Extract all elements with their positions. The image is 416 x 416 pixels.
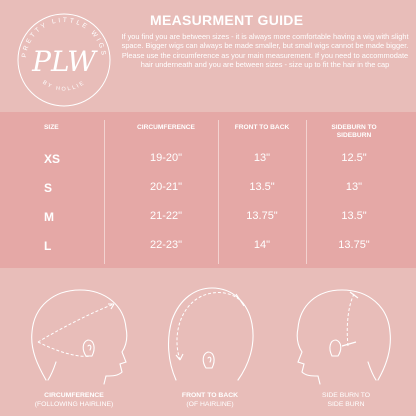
head-front-to-back-icon (150, 276, 270, 386)
row-size: L (44, 239, 52, 253)
row-sideburn: 13.75" (338, 239, 370, 251)
row-size: M (44, 210, 54, 224)
row-size: S (44, 181, 53, 195)
table-divider (218, 120, 219, 264)
logo-ring-icon (12, 8, 116, 112)
row-size: XS (44, 152, 61, 166)
row-circumference: 22-23" (149, 239, 183, 251)
svg-text:BY HOLLIE (41, 80, 86, 93)
row-circumference: 21-22" (149, 210, 183, 222)
header-section (0, 0, 416, 112)
table-divider (306, 120, 307, 264)
logo-ring-bottom-text: BY HOLLIE (41, 79, 87, 93)
caption-front-to-back-title: FRONT TO BACK (181, 392, 239, 399)
row-front-to-back: 13.5" (249, 181, 275, 193)
caption-circumference-sub: (FOLLOWING HAIRLINE) (34, 400, 114, 408)
header-sideburn: SIDEBURN TO SIDEBURN (331, 124, 377, 139)
row-sideburn: 13.5" (341, 210, 367, 222)
header-circumference: CIRCUMFERENCE (137, 124, 195, 131)
caption-sideburn (286, 392, 406, 409)
row-front-to-back: 14" (253, 239, 271, 251)
row-sideburn: 13" (345, 181, 363, 193)
caption-front-to-back (150, 392, 270, 409)
header-size: SIZE (44, 124, 59, 131)
logo-monogram: PLW (32, 45, 96, 78)
size-table (0, 112, 416, 268)
header-front-to-back: FRONT TO BACK (234, 124, 290, 131)
row-front-to-back: 13" (253, 152, 271, 164)
row-circumference: 19-20" (149, 152, 183, 164)
caption-circumference (14, 392, 134, 409)
brand-logo (12, 8, 116, 112)
row-circumference: 20-21" (149, 181, 183, 193)
intro-text: If you find you are between sizes - it is always more comfortable having a wig with slight space. Bigger wigs can always be made smaller, but small wigs cannot be made bigger. Please use the circumference as your main measurement. If you need to accommodate hair underneath and you are between sizes - size up to fit the hair in the cap (121, 32, 409, 70)
caption-sideburn-sub: SIDE BURN (327, 400, 365, 408)
head-sideburn-icon (286, 276, 406, 386)
caption-circumference-title: CIRCUMFERENCE (44, 392, 104, 399)
page-title: MEASURMENT GUIDE (150, 12, 304, 28)
logo-ring-top-text: PRETTY LITTLE WIGS (20, 16, 108, 59)
row-sideburn: 12.5" (341, 152, 367, 164)
caption-front-to-back-sub: (OF HAIRLINE) (186, 400, 234, 408)
table-divider (104, 120, 105, 264)
illustrations-section (0, 268, 416, 416)
caption-sideburn-title: SIDE BURN TO (321, 392, 371, 399)
row-front-to-back: 13.75" (246, 210, 278, 222)
head-circumference-icon (18, 276, 138, 386)
